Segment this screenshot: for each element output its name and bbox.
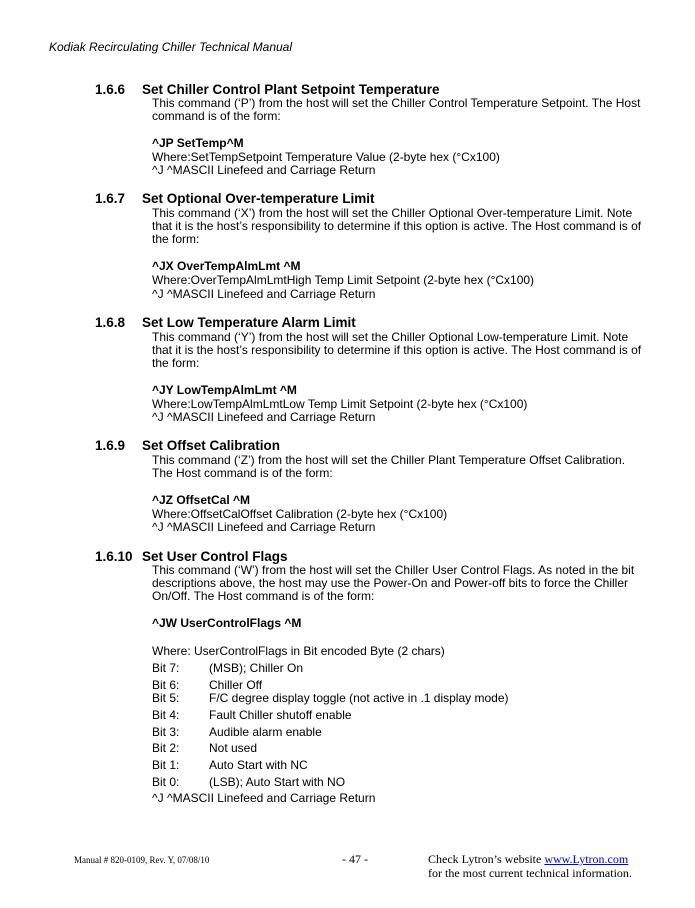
bit-row <box>152 661 303 675</box>
bit-label: Bit 0: <box>152 775 180 789</box>
website-line <box>428 852 628 867</box>
section-title: Set Offset Calibration <box>142 438 281 453</box>
website-link[interactable]: www.Lytron.com <box>544 852 629 866</box>
command-syntax: ^JP SetTemp^M <box>152 136 244 150</box>
section-number: 1.6.6 <box>95 82 126 97</box>
manual-number: Manual # 820-0109, Rev. Y, 07/08/10 <box>74 855 210 865</box>
command-syntax: ^JW UserControlFlags ^M <box>152 616 302 630</box>
section-body: This command (‘Z’) from the host will set the Chiller Plant Temperature Offset Calibration. The Host command is of the form: <box>152 453 626 480</box>
section-title: Set User Control Flags <box>142 549 288 564</box>
bit-label: Bit 7: <box>152 661 180 675</box>
command-where: Where: UserControlFlags in Bit encoded Byte (2 chars) <box>152 644 445 658</box>
bit-description: Not used <box>209 741 258 755</box>
command-syntax: ^JY LowTempAlmLmt ^M <box>152 383 297 397</box>
command-linefeed: ^J ^MASCII Linefeed and Carriage Return <box>152 410 376 424</box>
section-number: 1.6.7 <box>95 191 126 206</box>
bit-row <box>152 708 352 722</box>
bit-description: Fault Chiller shutoff enable <box>209 708 352 722</box>
bit-description: Chiller Off <box>209 678 263 692</box>
section-heading <box>95 191 375 206</box>
command-linefeed: ^J ^MASCII Linefeed and Carriage Return <box>152 791 376 805</box>
bit-row <box>152 678 262 692</box>
bit-row <box>152 741 257 755</box>
section-body: This command (‘W’) from the host will set the Chiller User Control Flags. As noted in the bit descriptions above, the host may use the Power-On and Power-off bits to force the Chiller On/Off. The Host command is of the form: <box>152 563 635 603</box>
command-where: Where:OverTempAlmLmtHigh Temp Limit Setpoint (2-byte hex (°Cx100) <box>152 273 535 287</box>
bit-description: (LSB); Auto Start with NO <box>209 775 346 789</box>
command-syntax: ^JX OverTempAlmLmt ^M <box>152 259 301 273</box>
bit-row <box>152 775 345 789</box>
bit-label: Bit 5: <box>152 691 180 705</box>
bit-label: Bit 2: <box>152 741 180 755</box>
section-heading <box>95 549 288 564</box>
bit-row <box>152 691 509 705</box>
section-heading <box>95 82 440 97</box>
command-where: Where:OffsetCalOffset Calibration (2-byte hex (°Cx100) <box>152 507 448 521</box>
bit-description: (MSB); Chiller On <box>209 661 304 675</box>
bit-description: Auto Start with NC <box>209 758 308 772</box>
bit-description: Audible alarm enable <box>209 725 322 739</box>
bit-row <box>152 725 322 739</box>
command-linefeed: ^J ^MASCII Linefeed and Carriage Return <box>152 520 376 534</box>
command-where: Where:SetTempSetpoint Temperature Value (2-byte hex (°Cx100) <box>152 150 500 164</box>
command-linefeed: ^J ^MASCII Linefeed and Carriage Return <box>152 163 376 177</box>
bit-label: Bit 4: <box>152 708 180 722</box>
section-number: 1.6.9 <box>95 438 126 453</box>
section-body: This command (‘X’) from the host will set the Chiller Optional Over-temperature Limit. Note that it is the host’s responsibility to determine if this option is active. The Host command is of the form: <box>152 206 642 246</box>
section-body: This command (‘Y’) from the host will set the Chiller Optional Low-temperature Limit. Note that it is the host’s responsibility to determine if this option is active. The Host command is of the form: <box>152 330 642 370</box>
bit-label: Bit 6: <box>152 678 180 692</box>
bit-label: Bit 3: <box>152 725 180 739</box>
website-note: for the most current technical information. <box>428 866 632 880</box>
running-head: Kodiak Recirculating Chiller Technical Manual <box>49 40 293 54</box>
command-where: Where:LowTempAlmLmtLow Temp Limit Setpoint (2-byte hex (°Cx100) <box>152 397 528 411</box>
section-title: Set Chiller Control Plant Setpoint Temperature <box>142 82 440 97</box>
section-body: This command (‘P’) from the host will set the Chiller Control Temperature Setpoint. The Host command is of the form: <box>152 96 641 123</box>
website-prompt: Check Lytron’s website <box>428 852 542 866</box>
section-number: 1.6.8 <box>95 315 126 330</box>
page-number: - 47 - <box>342 852 368 866</box>
command-linefeed: ^J ^MASCII Linefeed and Carriage Return <box>152 287 376 301</box>
bit-row <box>152 758 308 772</box>
section-heading <box>95 438 280 453</box>
bit-label: Bit 1: <box>152 758 180 772</box>
command-syntax: ^JZ OffsetCal ^M <box>152 493 251 507</box>
section-heading <box>95 315 356 330</box>
section-title: Set Low Temperature Alarm Limit <box>142 315 356 330</box>
section-title: Set Optional Over-temperature Limit <box>142 191 375 206</box>
section-number: 1.6.10 <box>95 549 133 564</box>
bit-description: F/C degree display toggle (not active in .1 display mode) <box>209 691 509 705</box>
